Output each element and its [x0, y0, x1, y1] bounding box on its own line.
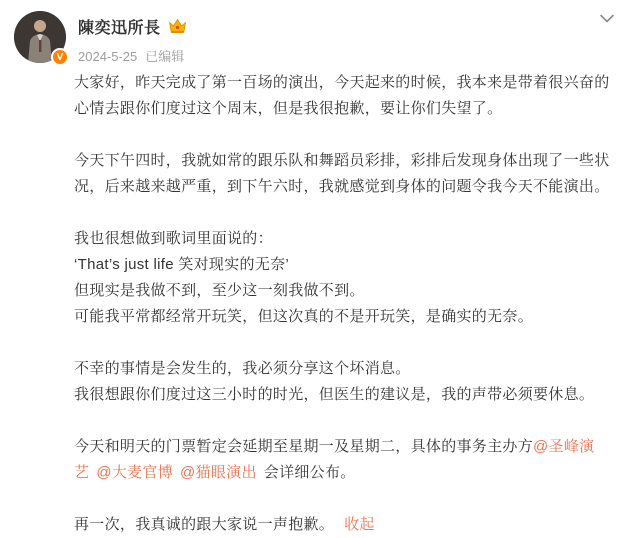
mention-shengfeng[interactable]: @圣峰演艺 [74, 438, 595, 481]
paragraph-3-line-2-lyric-quote: ‘That’s just life 笑对现实的无奈’ [74, 256, 290, 273]
paragraph-5-text: 今天和明天的门票暂定会延期至星期一及星期二，具体的事务主办方 [74, 438, 534, 455]
paragraph-3-line-3: 但现实是我做不到，至少这一刻我做不到。 [74, 282, 365, 299]
paragraph-4 [74, 356, 612, 408]
paragraph-5 [74, 434, 612, 486]
post-content [74, 70, 612, 538]
post-date: 2024-5-25 [78, 49, 138, 64]
user-name[interactable]: 陳奕迅所長 [78, 19, 161, 37]
paragraph-1: 大家好，昨天完成了第一百场的演出，今天起来的时候，我本来是带着很兴奋的心情去跟你们度过这个周末，但是我很抱歉，要让你们失望了。 [74, 74, 610, 117]
paragraph-3 [74, 226, 612, 330]
avatar[interactable] [14, 11, 66, 63]
collapse-post-link[interactable]: 收起 [344, 516, 375, 533]
chevron-down-icon[interactable] [598, 12, 616, 26]
edited-label: 已编辑 [145, 49, 185, 64]
paragraph-6 [74, 512, 612, 538]
paragraph-2: 今天下午四时，我就如常的跟乐队和舞蹈员彩排，彩排后发现身体出现了一些状况，后来越来越严重，到下午六时，我就感觉到身体的问题令我今天不能演出。 [74, 152, 610, 195]
paragraph-3-line-4: 可能我平常都经常开玩笑，但这次真的不是开玩笑，是确实的无奈。 [74, 308, 534, 325]
post-header [0, 0, 631, 70]
paragraph-6-text: 再一次，我真诚的跟大家说一声抱歉。 [74, 516, 335, 533]
user-info [78, 15, 187, 65]
verified-badge-icon: V [51, 48, 69, 66]
mention-maoyan[interactable]: @猫眼演出 [180, 464, 257, 481]
paragraph-4-line-2: 我很想跟你们度过这三小时的时光，但医生的建议是，我的声带必须要休息。 [74, 386, 595, 403]
paragraph-5-suffix: 会详细公布。 [263, 464, 356, 481]
post-meta [78, 46, 187, 65]
paragraph-3-line-1: 我也很想做到歌词里面说的： [74, 230, 273, 247]
paragraph-4-line-1: 不幸的事情是会发生的，我必须分享这个坏消息。 [74, 360, 411, 377]
svip-crown-icon [168, 18, 187, 34]
mention-damai[interactable]: @大麦官博 [96, 464, 174, 481]
